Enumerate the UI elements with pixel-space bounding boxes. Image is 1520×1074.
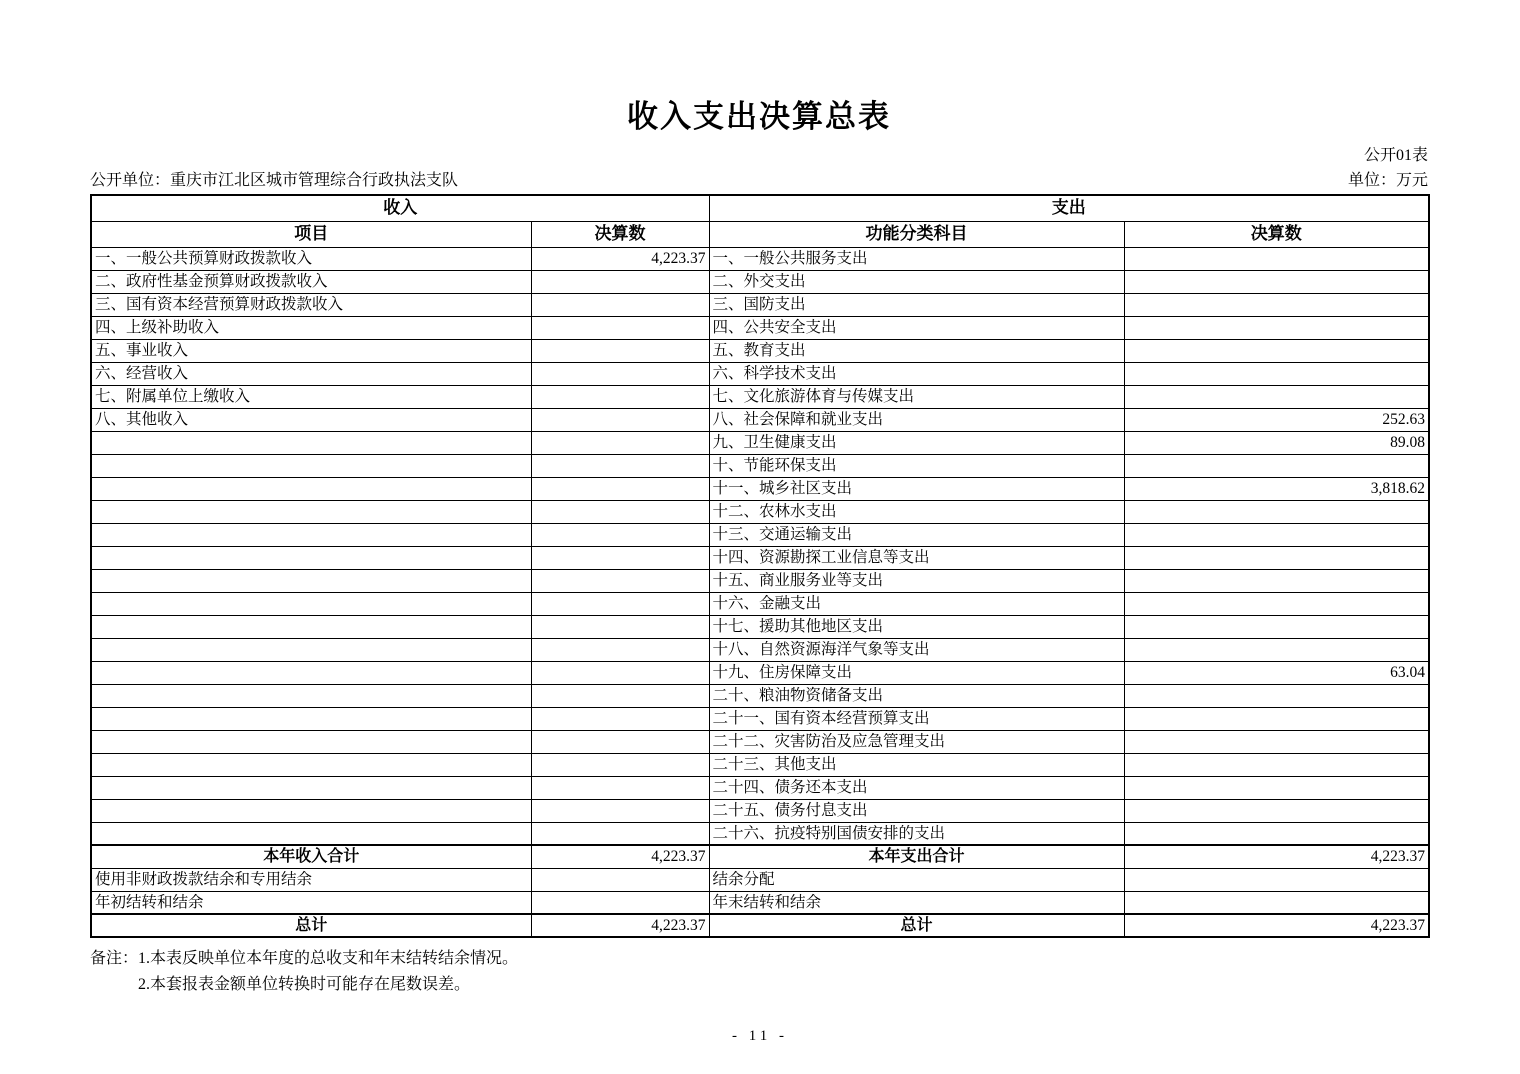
- expense-value-cell: 4,223.37: [1124, 914, 1429, 937]
- expense-value-cell: [1124, 822, 1429, 845]
- table-row: [91, 431, 1429, 454]
- expense-value-cell: [1124, 500, 1429, 523]
- expense-item-cell: 二十三、其他支出: [709, 753, 1124, 776]
- expense-value-cell: 252.63: [1124, 408, 1429, 431]
- income-value-cell: 4,223.37: [531, 914, 709, 937]
- table-row: [91, 408, 1429, 431]
- note-line-2: 2.本套报表金额单位转换时可能存在尾数误差。: [138, 976, 471, 993]
- expense-value-cell: [1124, 247, 1429, 270]
- income-value-cell: [531, 730, 709, 753]
- group-header-row: [91, 195, 1429, 221]
- notes-lines: [138, 946, 1428, 998]
- expense-item-cell: 二十五、债务付息支出: [709, 799, 1124, 822]
- budget-table-body: [91, 247, 1429, 937]
- public-unit-label: 公开单位：重庆市江北区城市管理综合行政执法支队: [90, 172, 459, 189]
- expense-item-cell: 十四、资源勘探工业信息等支出: [709, 546, 1124, 569]
- expense-item-cell: 五、教育支出: [709, 339, 1124, 362]
- table-row: [91, 684, 1429, 707]
- expense-value-cell: [1124, 385, 1429, 408]
- expense-item-cell: 二、外交支出: [709, 270, 1124, 293]
- income-item-cell: [91, 661, 531, 684]
- unit-label: 单位：万元: [1347, 172, 1428, 189]
- income-value-cell: [531, 684, 709, 707]
- expense-item-cell: 十五、商业服务业等支出: [709, 569, 1124, 592]
- table-row: [91, 868, 1429, 891]
- page-number: - 11 -: [732, 1028, 788, 1044]
- income-item-cell: [91, 638, 531, 661]
- income-value-cell: [531, 546, 709, 569]
- expense-value-cell: [1124, 799, 1429, 822]
- table-row: [91, 615, 1429, 638]
- expense-value-cell: [1124, 523, 1429, 546]
- table-row: [91, 914, 1429, 937]
- expense-value-cell: [1124, 868, 1429, 891]
- expense-item-cell: 十八、自然资源海洋气象等支出: [709, 638, 1124, 661]
- expense-item-cell: 二十一、国有资本经营预算支出: [709, 707, 1124, 730]
- expense-item-cell: 二十二、灾害防治及应急管理支出: [709, 730, 1124, 753]
- table-row: [91, 799, 1429, 822]
- income-item-cell: [91, 477, 531, 500]
- expense-value-cell: 63.04: [1124, 661, 1429, 684]
- income-item-cell: [91, 753, 531, 776]
- income-value-cell: [531, 500, 709, 523]
- expense-value-cell: [1124, 546, 1429, 569]
- income-value-cell: [531, 868, 709, 891]
- income-item-cell: 四、上级补助收入: [91, 316, 531, 339]
- income-item-cell: 年初结转和结余: [91, 891, 531, 914]
- table-row: [91, 339, 1429, 362]
- table-row: [91, 776, 1429, 799]
- income-value-cell: [531, 753, 709, 776]
- income-item-cell: [91, 684, 531, 707]
- expense-value-cell: [1124, 776, 1429, 799]
- expense-value-cell: [1124, 707, 1429, 730]
- expense-value-cell: [1124, 339, 1429, 362]
- income-item-header: 项目: [91, 221, 531, 247]
- budget-table: [90, 194, 1430, 938]
- income-item-cell: 二、政府性基金预算财政拨款收入: [91, 270, 531, 293]
- income-item-cell: [91, 431, 531, 454]
- income-value-cell: [531, 615, 709, 638]
- table-row: [91, 500, 1429, 523]
- expense-item-cell: 三、国防支出: [709, 293, 1124, 316]
- income-item-cell: [91, 822, 531, 845]
- expense-item-cell: 八、社会保障和就业支出: [709, 408, 1124, 431]
- income-item-cell: 五、事业收入: [91, 339, 531, 362]
- expense-value-cell: 4,223.37: [1124, 845, 1429, 868]
- notes-label: 备注：: [90, 950, 139, 967]
- income-item-cell: [91, 454, 531, 477]
- expense-item-cell: 二十六、抗疫特别国债安排的支出: [709, 822, 1124, 845]
- income-value-cell: [531, 523, 709, 546]
- expense-item-cell: 十一、城乡社区支出: [709, 477, 1124, 500]
- expense-item-cell: 本年支出合计: [709, 845, 1124, 868]
- income-value-cell: [531, 454, 709, 477]
- expense-item-cell: 十二、农林水支出: [709, 500, 1124, 523]
- income-value-cell: [531, 638, 709, 661]
- expense-item-cell: 十七、援助其他地区支出: [709, 615, 1124, 638]
- page-title: 收入支出决算总表: [627, 99, 891, 134]
- income-item-cell: 七、附属单位上缴收入: [91, 385, 531, 408]
- expense-value-cell: [1124, 592, 1429, 615]
- income-value-cell: [531, 891, 709, 914]
- income-item-cell: 使用非财政拨款结余和专用结余: [91, 868, 531, 891]
- income-value-cell: [531, 799, 709, 822]
- income-value-header: 决算数: [531, 221, 709, 247]
- income-value-cell: [531, 707, 709, 730]
- expense-value-cell: [1124, 753, 1429, 776]
- table-row: [91, 638, 1429, 661]
- income-value-cell: [531, 270, 709, 293]
- table-row: [91, 661, 1429, 684]
- income-item-cell: 八、其他收入: [91, 408, 531, 431]
- table-row: [91, 891, 1429, 914]
- income-value-cell: 4,223.37: [531, 845, 709, 868]
- income-item-cell: [91, 592, 531, 615]
- expense-value-cell: [1124, 293, 1429, 316]
- income-item-cell: 本年收入合计: [91, 845, 531, 868]
- table-row: [91, 707, 1429, 730]
- column-header-row: [91, 221, 1429, 247]
- income-value-cell: [531, 477, 709, 500]
- table-row: [91, 247, 1429, 270]
- table-row: [91, 385, 1429, 408]
- income-value-cell: 4,223.37: [531, 247, 709, 270]
- expense-group-header: 支出: [709, 195, 1429, 221]
- income-value-cell: [531, 661, 709, 684]
- income-value-cell: [531, 339, 709, 362]
- expense-item-cell: 一、一般公共服务支出: [709, 247, 1124, 270]
- table-row: [91, 592, 1429, 615]
- expense-item-cell: 年末结转和结余: [709, 891, 1124, 914]
- income-value-cell: [531, 592, 709, 615]
- expense-value-cell: [1124, 638, 1429, 661]
- expense-item-cell: 二十、粮油物资储备支出: [709, 684, 1124, 707]
- table-row: [91, 477, 1429, 500]
- meta-row: [90, 170, 1428, 192]
- table-row: [91, 822, 1429, 845]
- income-item-cell: 总计: [91, 914, 531, 937]
- expense-value-header: 决算数: [1124, 221, 1429, 247]
- table-row: [91, 569, 1429, 592]
- expense-item-cell: 二十四、债务还本支出: [709, 776, 1124, 799]
- expense-value-cell: [1124, 569, 1429, 592]
- expense-item-cell: 结余分配: [709, 868, 1124, 891]
- expense-value-cell: [1124, 615, 1429, 638]
- note-line-1: 1.本表反映单位本年度的总收支和年末结转结余情况。: [138, 950, 519, 967]
- income-value-cell: [531, 776, 709, 799]
- table-row: [91, 316, 1429, 339]
- income-group-header: 收入: [91, 195, 709, 221]
- expense-value-cell: [1124, 316, 1429, 339]
- income-value-cell: [531, 569, 709, 592]
- expense-item-cell: 十、节能环保支出: [709, 454, 1124, 477]
- table-row: [91, 454, 1429, 477]
- table-row: [91, 546, 1429, 569]
- expense-item-cell: 十三、交通运输支出: [709, 523, 1124, 546]
- income-value-cell: [531, 362, 709, 385]
- table-row: [91, 845, 1429, 868]
- income-item-cell: [91, 500, 531, 523]
- expense-value-cell: [1124, 362, 1429, 385]
- expense-value-cell: [1124, 454, 1429, 477]
- income-value-cell: [531, 408, 709, 431]
- table-row: [91, 362, 1429, 385]
- income-item-cell: 一、一般公共预算财政拨款收入: [91, 247, 531, 270]
- income-value-cell: [531, 293, 709, 316]
- income-item-cell: [91, 523, 531, 546]
- income-value-cell: [531, 822, 709, 845]
- table-row: [91, 270, 1429, 293]
- page-content: [90, 0, 1428, 998]
- income-item-cell: [91, 799, 531, 822]
- expense-value-cell: 89.08: [1124, 431, 1429, 454]
- notes-block: [90, 946, 1428, 998]
- expense-value-cell: [1124, 730, 1429, 753]
- expense-item-cell: 七、文化旅游体育与传媒支出: [709, 385, 1124, 408]
- table-row: [91, 523, 1429, 546]
- expense-value-cell: [1124, 684, 1429, 707]
- income-item-cell: [91, 707, 531, 730]
- table-row: [91, 753, 1429, 776]
- income-value-cell: [531, 431, 709, 454]
- expense-value-cell: [1124, 270, 1429, 293]
- income-item-cell: [91, 730, 531, 753]
- table-row: [91, 293, 1429, 316]
- income-item-cell: 六、经营收入: [91, 362, 531, 385]
- expense-value-cell: [1124, 891, 1429, 914]
- expense-item-cell: 十六、金融支出: [709, 592, 1124, 615]
- income-item-cell: [91, 776, 531, 799]
- expense-item-cell: 四、公共安全支出: [709, 316, 1124, 339]
- expense-item-cell: 总计: [709, 914, 1124, 937]
- income-value-cell: [531, 385, 709, 408]
- expense-item-cell: 十九、住房保障支出: [709, 661, 1124, 684]
- expense-item-header: 功能分类科目: [709, 221, 1124, 247]
- expense-value-cell: 3,818.62: [1124, 477, 1429, 500]
- income-item-cell: 三、国有资本经营预算财政拨款收入: [91, 293, 531, 316]
- income-item-cell: [91, 615, 531, 638]
- expense-item-cell: 六、科学技术支出: [709, 362, 1124, 385]
- budget-table-header: [91, 195, 1429, 247]
- table-code-label: 公开01表: [1363, 147, 1428, 164]
- income-item-cell: [91, 546, 531, 569]
- table-row: [91, 730, 1429, 753]
- income-item-cell: [91, 569, 531, 592]
- expense-item-cell: 九、卫生健康支出: [709, 431, 1124, 454]
- income-value-cell: [531, 316, 709, 339]
